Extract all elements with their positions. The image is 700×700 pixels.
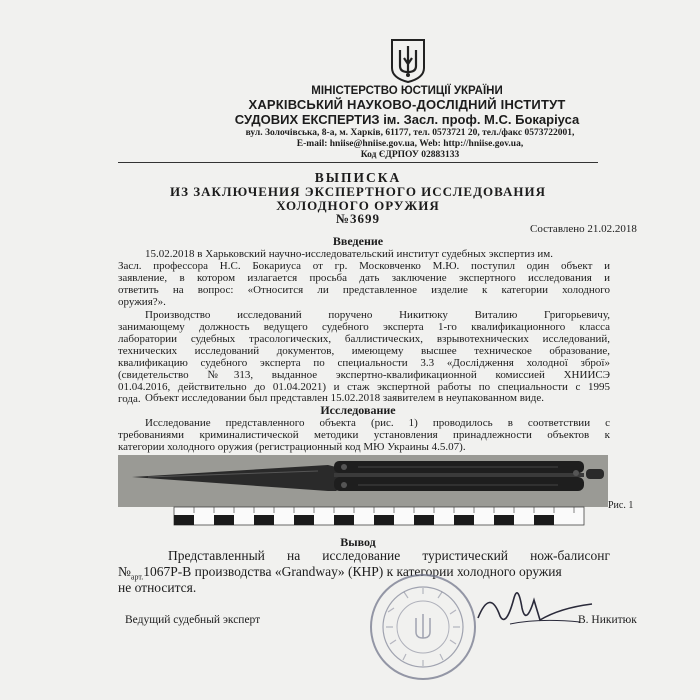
document-subtitle-line1: ИЗ ЗАКЛЮЧЕНИЯ ЭКСПЕРТНОГО ИССЛЕДОВАНИЯ [169,184,547,199]
conclusion-line-article: $№_{арт.}1067P-B$ производства «Grandway» (КНР) к категории холодного оружия [118,564,562,582]
compiled-date: Составлено 21.02.2018 [530,223,637,235]
figure-label: Рис. 1 [608,500,634,511]
research-line: требованиями криминалистической методики установления принадлежности объектов к [118,429,610,441]
email-web-line: E-mail: hniise@hniise.gov.ua, Web: http://hniise.gov.ua, [296,139,524,149]
intro-line: занимающему должность ведущего судебного эксперта 1-го квалификационного класса [118,321,610,333]
trident-emblem-icon [388,38,428,84]
institute-name-line1: ХАРКІВСЬКИЙ НАУКОВО-ДОСЛІДНИЙ ІНСТИТУТ [248,97,566,112]
official-seal-icon [368,572,478,682]
object-submitted-line: Объект исследовании был представлен 15.02.2018 заявителем в неупакованном виде. [145,392,545,404]
document-subtitle-line2: ХОЛОДНОГО ОРУЖИЯ [276,198,440,213]
section-heading-conclusion: Вывод [340,535,376,549]
conclusion-line: Представленный на исследование туристический нож-балисонг [168,548,610,563]
intro-line: лаборатории судебных трасологических, баллистических, взрывотехнических исследований, [118,333,610,345]
header-divider [118,162,598,163]
conclusion-line: не относится. [118,580,197,595]
intro-line: квалификацию судебного эксперта по специальности 3.3 «Дослідження холодної зброї» [118,357,610,369]
address-line: вул. Золочівська, 8-а, м. Харків, 61177, тел. 0573721 20, тел./факс 0573722001, [245,128,575,138]
knife-photo [118,455,608,535]
intro-line: технических исследований документов, имеющему высшее техническое образование, [118,345,610,357]
document-title: ВЫПИСКА [314,170,402,185]
intro-line: ответить на вопрос: «Относится ли представленное изделие к категории холодного [118,284,610,296]
edrpou-code: Код ЄДРПОУ 02883133 [360,150,460,160]
intro-line: 15.02.2018 в Харьковский научно-исследовательский институт судебных экспертиз им. [145,248,553,260]
document-number: №3699 [335,211,381,226]
handwritten-signature-icon [470,578,600,638]
section-heading-intro: Введение [332,234,384,248]
section-heading-research: Исследование [320,403,396,417]
intro-line: 01.04.2016, действительно до 01.04.2021) и стаж экспертной работы по специальности с 1995 [118,381,610,393]
intro-line: (свидетельство №313, выданное экспертно-квалификационной комиссией ХНИИСЭ [118,369,610,381]
research-line: Исследование представленного объекта (рис. 1) проводилось в соответствии с [145,417,610,429]
ministry-name: МІНІСТЕРСТВО ЮСТИЦІЇ УКРАЇНИ [311,85,503,97]
signature-name: В. Никитюк [578,614,637,626]
institute-name-line2: СУДОВИХ ЕКСПЕРТИЗ ім. Засл. проф. М.С. Бокаріуса [234,112,580,127]
intro-line: заявление, в котором излагается просьба дать заключение экспертного исследования и [118,272,610,284]
intro-line: года. [118,393,141,405]
intro-line: Засл. профессора Н.С. Бокариуса от гр. Московченко М.Ю. поступил один объект и [118,260,610,272]
intro-line: Производство исследований поручено Никитюку Виталию Григорьевичу, [145,309,610,321]
signature-role: Ведущий судебный эксперт [125,614,261,626]
intro-line: оружия?». [118,296,166,308]
research-line: категории холодного оружия (регистрационный код МЮ Украины 4.5.07). [118,441,466,453]
